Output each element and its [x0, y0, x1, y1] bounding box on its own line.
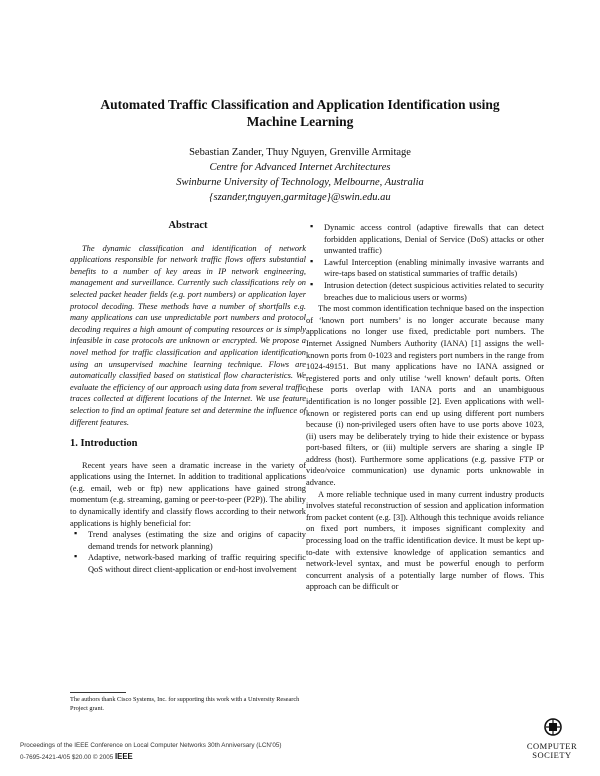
bullet-item: ▪ Lawful Interception (enabling minimally invasive warrants and wire-taps based on statistical summaries of traffic details)	[306, 257, 544, 280]
author-names: Sebastian Zander, Thuy Nguyen, Grenville Armitage	[189, 147, 411, 158]
body-paragraph: A more reliable technique used in many current industry products involves stateful reconstruction of session and application information from packet content (e.g. [3]). Although this technique avoids reliance on fixed port numbers, it imposes significant complexity and processing load on the traffic identification device. It must be kept up-to-date with extensive knowledge of application semantics and network-level syntax, and must be powerful enough to perform concurrent analysis of a potentially large number of flows. This approach can be difficult or	[306, 489, 544, 592]
right-column	[306, 222, 544, 593]
footnote: The authors thank Cisco Systems, Inc. for supporting this work with a University Research Project grant.	[70, 696, 300, 712]
left-column	[70, 220, 306, 576]
computer-society-wordmark	[514, 742, 590, 760]
ieee-mark: IEEE	[114, 752, 133, 761]
footnote-rule	[70, 692, 126, 693]
wordmark-line-1: COMPUTER	[526, 741, 578, 751]
paper-title	[60, 96, 540, 130]
affiliation-centre: Centre for Advanced Internet Architectures	[209, 162, 391, 173]
page-footer	[20, 740, 281, 763]
abstract-heading: Abstract	[168, 220, 208, 231]
wordmark-line-2: SOCIETY	[532, 750, 572, 760]
proceedings-line: Proceedings of the IEEE Conference on Local Computer Networks 30th Anniversary (LCN’05)	[20, 742, 282, 749]
right-bullet-list	[306, 222, 544, 303]
bullet-item: ▪ Intrusion detection (detect suspicious activities related to security breaches due to malicious users or worms)	[306, 280, 544, 303]
left-bullet-list	[70, 529, 306, 575]
introduction-heading: 1. Introduction	[70, 438, 138, 450]
affiliation-university: Swinburne University of Technology, Melbourne, Australia	[176, 177, 424, 188]
isbn-price: 0-7695-2421-4/05 $20.00 © 2005	[20, 754, 114, 761]
bullet-item: ▪ Adaptive, network-based marking of traffic requiring specific QoS without direct client-application or end-host involvement	[70, 552, 306, 575]
body-paragraph: The most common identification technique based on the inspection of ‘known port numbers’ is no longer accurate because many applications no longer use fixed, predictable port numbers. The Internet Assigned Numbers Authority (IANA) [1] assigns the well-known ports from 0-1023 and registers port numbers in the range from 1024-49151. But many applications have no IANA assigned or registered ports and only utilise ‘well known’ default ports. Often these ports overlap with IANA ports and an unambiguous identification is no longer possible [2]. Even applications with well-known or registered ports can end up using different port numbers because (i) non-privileged users often have to use ports above 1023, (ii) users may be deliberately trying to hide their existence or bypass port-based filters, or (iii) multiple servers are sharing a single IP address (host). Furthermore some applications (e.g. passive FTP or video/voice communication) use dynamic ports unknowable in advance.	[306, 304, 544, 488]
title-line-1: Automated Traffic Classification and Application Identification using	[100, 97, 500, 112]
title-line-2: Machine Learning	[246, 114, 354, 129]
abstract-text: The dynamic classification and identification of network applications responsible for network traffic flows offers substantial benefits to a number of key areas in IP network engineering, management and surveillance. Currently such classifications rely on selected packet header fields (e.g. port numbers) or application layer protocol decoding. These methods have a number of shortfalls e.g. many applications can use unpredictable port numbers and protocol decoding requires a high amount of computing resources or is simply infeasible in case protocols are unknown or encrypted. We propose a novel method for traffic classification and application identification using an unsupervised machine learning technique. Flows are automatically classified based on statistical flow characteristics. We evaluate the efficiency of our approach using data from several traffic traces collected at different locations of the Internet. We use feature selection to find an optimal feature set and determine the influence of different features.	[70, 243, 306, 427]
author-emails: {szander,tnguyen,garmitage}@swin.edu.au	[209, 192, 391, 203]
bullet-item: ▪ Trend analyses (estimating the size and origins of capacity demand trends for network planning)	[70, 529, 306, 552]
author-block	[100, 145, 500, 205]
introduction-paragraph: Recent years have seen a dramatic increase in the variety of applications using the Internet. In addition to traditional applications (e.g. email, web or ftp) new applications have gained strong momentum (e.g. streaming, gaming or peer-to-peer (P2P)). The ability to dynamically identify and classify flows according to their network applications is highly beneficial for:	[70, 460, 306, 528]
bullet-item: ▪ Dynamic access control (adaptive firewalls that can detect forbidden applications, Denial of Service (DoS) attacks or other unwanted traffic)	[306, 222, 544, 257]
isbn-line	[20, 751, 281, 763]
